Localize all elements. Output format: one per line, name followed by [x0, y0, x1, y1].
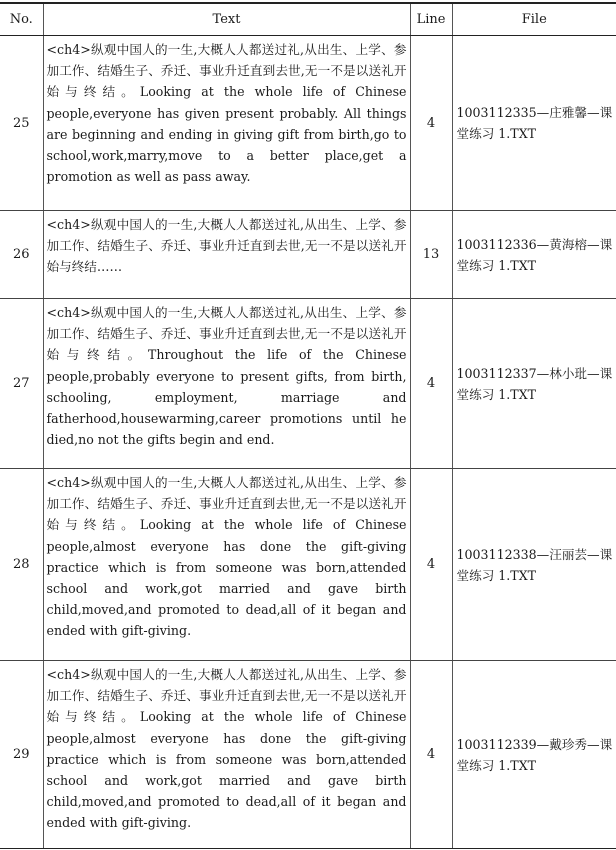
row-file: 1003112336—黄海榕—课堂练习 1.TXT [452, 211, 616, 299]
row-line: 13 [410, 211, 452, 299]
header-row [0, 3, 616, 36]
row-file: 1003112337—林小玭—课堂练习 1.TXT [452, 299, 616, 469]
row-file: 1003112339—戴珍秀—课堂练习 1.TXT [452, 661, 616, 849]
row-line: 4 [410, 36, 452, 211]
row-line: 4 [410, 469, 452, 661]
table-row [0, 469, 616, 661]
table-row [0, 299, 616, 469]
column-header-line: Line [410, 3, 452, 36]
row-number: 29 [0, 661, 43, 849]
row-number: 25 [0, 36, 43, 211]
row-file: 1003112335—庄雅馨—课堂练习 1.TXT [452, 36, 616, 211]
column-header-text: Text [43, 3, 410, 36]
row-line: 4 [410, 661, 452, 849]
concordance-table [0, 2, 616, 849]
row-line: 4 [410, 299, 452, 469]
row-text: <ch4>纵观中国人的一生,大概人人都送过礼,从出生、上学、参加工作、结婚生子、乔迁、事业升迁直到去世,无一不是以送礼开始与终结。Looking at the whole life of Chinese people,almost everyone has done the gift-giving practice which is from someone was born,attended school and work,got married and gave birth child,moved,and promoted to dead,all of it began and ended with gift-giving. [43, 661, 410, 849]
row-file: 1003112338—汪丽芸—课堂练习 1.TXT [452, 469, 616, 661]
table-row [0, 661, 616, 849]
row-number: 27 [0, 299, 43, 469]
column-header-no: No. [0, 3, 43, 36]
table-row [0, 211, 616, 299]
row-text: <ch4>纵观中国人的一生,大概人人都送过礼,从出生、上学、参加工作、结婚生子、乔迁、事业升迁直到去世,无一不是以送礼开始与终结。Looking at the whole life of Chinese people,almost everyone has done the gift-giving practice which is from someone was born,attended school and work,got married and gave birth child,moved,and promoted to dead,all of it began and ended with gift-giving. [43, 469, 410, 661]
table-row [0, 36, 616, 211]
row-text: <ch4>纵观中国人的一生,大概人人都送过礼,从出生、上学、参加工作、结婚生子、乔迁、事业升迁直到去世,无一不是以送礼开始与终结。Looking at the whole life of Chinese people,everyone has given present probably. All things are beginning and ending in giving gift from birth,go to school,work,marry,move to a better place,get a promotion as well as pass away. [43, 36, 410, 211]
column-header-file: File [452, 3, 616, 36]
row-number: 26 [0, 211, 43, 299]
row-number: 28 [0, 469, 43, 661]
row-text: <ch4>纵观中国人的一生,大概人人都送过礼,从出生、上学、参加工作、结婚生子、乔迁、事业升迁直到去世,无一不是以送礼开始与终结。Throughout the life of the Chinese people,probably everyone to present gifts, from birth, schooling, employment, marriage and fatherhood,housewarming,career promotions until he died,no not the gifts begin and end. [43, 299, 410, 469]
row-text: <ch4>纵观中国人的一生,大概人人都送过礼,从出生、上学、参加工作、结婚生子、乔迁、事业升迁直到去世,无一不是以送礼开始与终结…… [43, 211, 410, 299]
